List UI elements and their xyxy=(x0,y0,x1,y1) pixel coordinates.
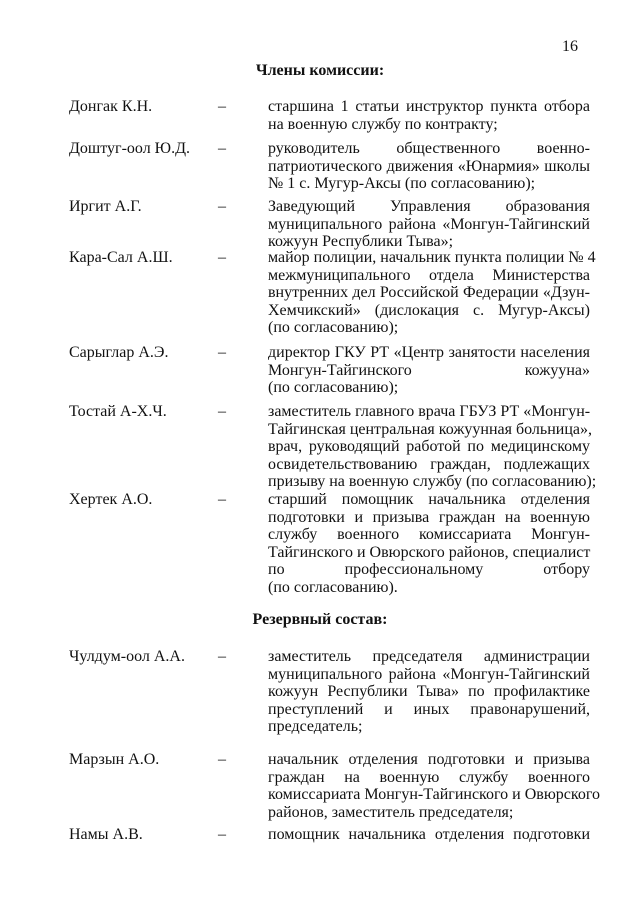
role-text-line: Тайгинского и Овюрского районов, специалист xyxy=(268,543,591,561)
member-name: Доштуг-оол Ю.Д. xyxy=(69,140,191,157)
role-text-line: заместитель главного врача ГБУЗ РТ «Монгун- xyxy=(268,403,591,420)
member-role-description xyxy=(268,826,590,844)
role-text-line: Монгун-Тайгинского кожууна» xyxy=(268,361,590,379)
dash-separator: – xyxy=(218,648,226,665)
member-role-description xyxy=(268,344,590,397)
section-heading: Члены комиссии: xyxy=(255,62,385,79)
member-role-description xyxy=(268,249,596,337)
role-text-line: на военную службу по контракту; xyxy=(268,115,498,133)
role-text-line: межмуниципального отдела Министерства xyxy=(268,266,590,284)
role-text-line: майор полиции, начальник пункта полиции № 4 xyxy=(268,249,596,266)
role-text-line: внутренних дел Российской Федерации «Дзун- xyxy=(268,284,590,302)
dash-separator: – xyxy=(218,98,226,115)
role-text-line: граждан на военную службу военного xyxy=(268,768,590,786)
role-text-line: патриотического движения «Юнармия» школы xyxy=(268,157,590,175)
role-text-line: подготовки и призыва граждан на военную xyxy=(268,508,590,526)
dash-separator: – xyxy=(218,249,226,266)
member-role-description xyxy=(268,98,590,133)
role-text-line: помощник начальника отделения подготовки xyxy=(268,826,590,843)
member-name: Хертек А.О. xyxy=(69,491,153,508)
role-text-line: муниципального района «Монгун-Тайгинский xyxy=(268,665,590,683)
role-text-line: начальник отделения подготовки и призыва xyxy=(268,751,590,768)
role-text-line: службу военного комиссариата Монгун- xyxy=(268,526,590,544)
role-text-line: председатель; xyxy=(268,718,363,736)
role-text-line: освидетельствованию граждан, подлежащих xyxy=(268,455,590,473)
dash-separator: – xyxy=(218,403,226,420)
member-role-description xyxy=(268,751,601,821)
role-text-line: Заведующий Управления образования xyxy=(268,198,590,215)
role-text-line: (по согласованию); xyxy=(268,379,399,397)
role-text-line: призыву на военную службу (по согласованию); xyxy=(268,473,597,491)
role-text-line: заместитель председателя администрации xyxy=(268,648,590,665)
role-text-line: старший помощник начальника отделения xyxy=(268,491,590,508)
role-text-line: комиссариата Монгун-Тайгинского и Овюрского xyxy=(268,786,601,804)
member-name: Марзын А.О. xyxy=(69,751,160,768)
member-name: Донгак К.Н. xyxy=(69,98,153,115)
member-name: Намы А.В. xyxy=(69,826,143,843)
role-text-line: Тайгинская центральная кожуунная больница», xyxy=(268,420,592,438)
member-name: Сарыглар А.Э. xyxy=(69,344,169,361)
member-role-description xyxy=(268,648,590,736)
role-text-line: кожуун Республики Тыва» по профилактике xyxy=(268,683,590,701)
member-name: Чулдум-оол А.А. xyxy=(69,648,185,665)
role-text-line: муниципального района «Монгун-Тайгинский xyxy=(268,215,590,233)
member-name: Кара-Сал А.Ш. xyxy=(69,249,173,266)
role-text-line: врач, руководящий работой по медицинскому xyxy=(268,438,590,456)
member-role-description xyxy=(268,140,590,193)
member-role-description xyxy=(268,198,590,251)
role-text-line: (по согласованию); xyxy=(268,319,399,337)
role-text-line: № 1 с. Мугур-Аксы (по согласованию); xyxy=(268,175,536,193)
role-text-line: Хемчикский» (дислокация с. Мугур-Аксы) xyxy=(268,301,590,319)
role-text-line: по профессиональному отбору xyxy=(268,561,590,579)
member-name: Иргит А.Г. xyxy=(69,198,142,215)
dash-separator: – xyxy=(218,198,226,215)
role-text-line: старшина 1 статьи инструктор пункта отбора xyxy=(268,98,590,115)
role-text-line: кожуун Республики Тыва»; xyxy=(268,233,454,251)
role-text-line: районов, заместитель председателя; xyxy=(268,803,514,821)
dash-separator: – xyxy=(218,751,226,768)
member-name: Тостай А-Х.Ч. xyxy=(69,403,167,420)
role-text-line: руководитель общественного военно- xyxy=(268,140,590,157)
member-role-description xyxy=(268,491,590,597)
member-role-description xyxy=(268,403,597,491)
role-text-line: (по согласованию). xyxy=(268,578,398,596)
role-text-line: директор ГКУ РТ «Центр занятости населения xyxy=(268,344,590,361)
dash-separator: – xyxy=(218,344,226,361)
section-heading: Резервный состав: xyxy=(252,611,388,628)
dash-separator: – xyxy=(218,491,226,508)
role-text-line: преступлений и иных правонарушений, xyxy=(268,700,590,718)
dash-separator: – xyxy=(218,826,226,843)
dash-separator: – xyxy=(218,140,226,157)
page-number: 16 xyxy=(562,38,578,55)
